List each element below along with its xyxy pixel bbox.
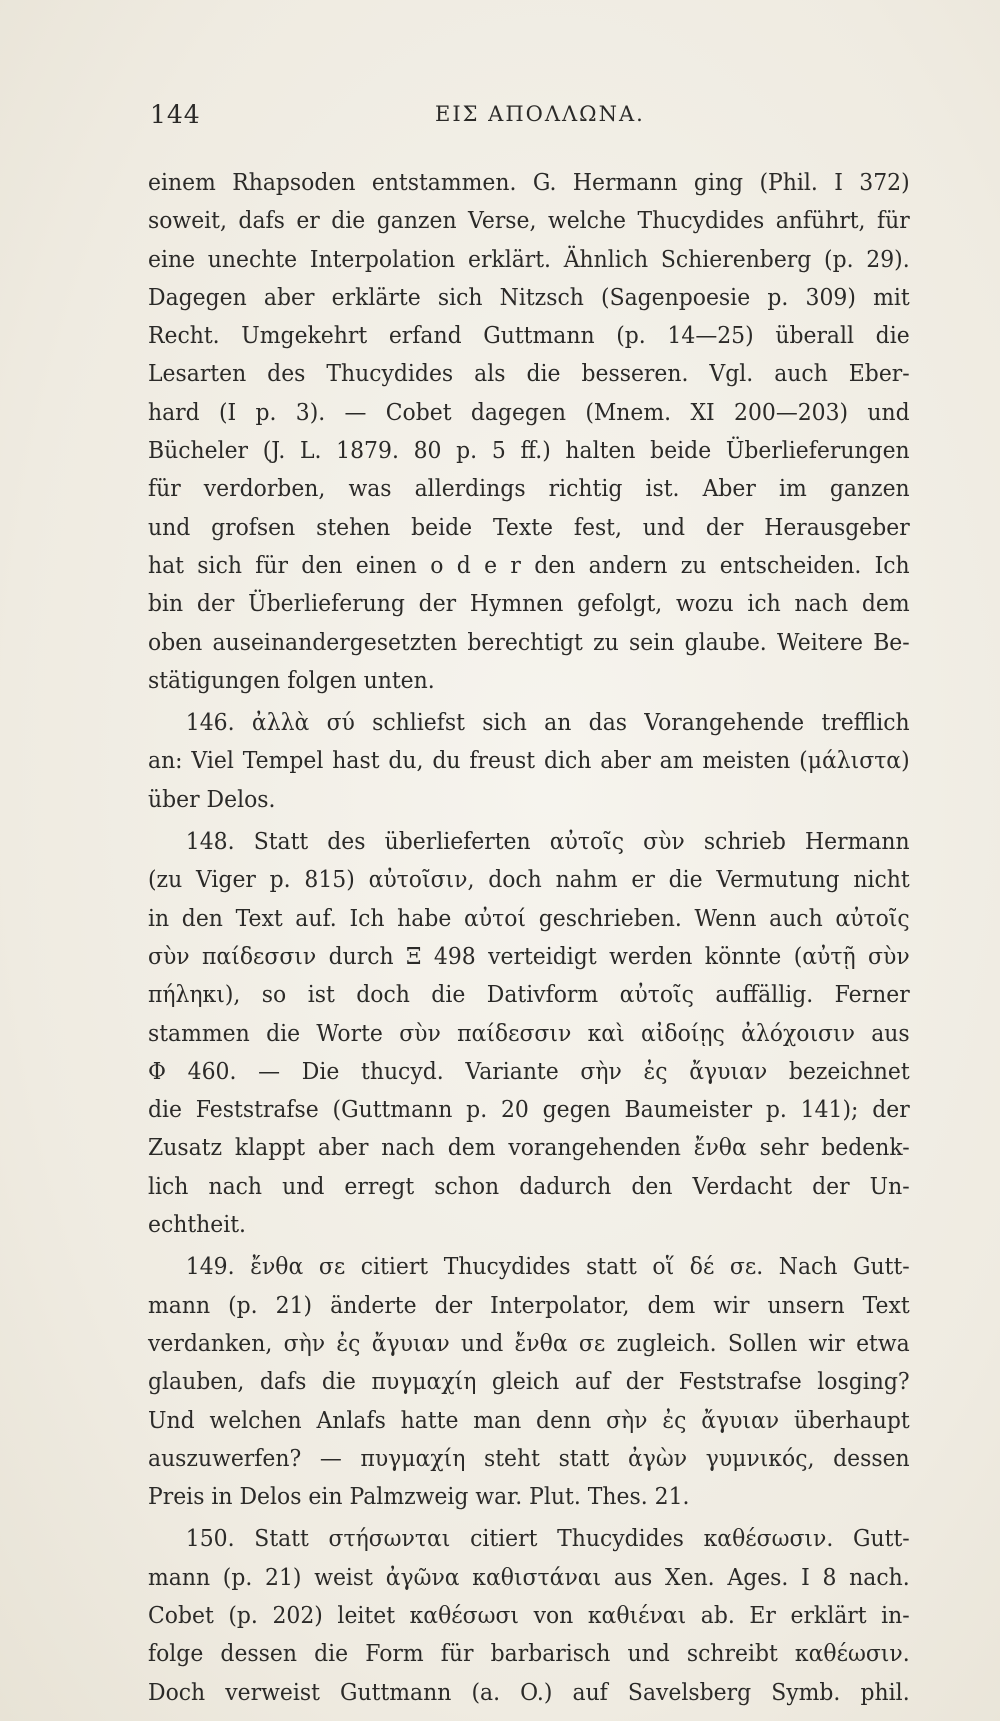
text-line: mann (p. 21) änderte der Interpolator, dem wir unsern Text <box>148 1291 910 1319</box>
text-line: Dagegen aber erklärte sich Nitzsch (Sagenpoesie p. 309) mit <box>148 283 910 311</box>
text-line: Φ 460. — Die thucyd. Variante σὴν ἐς ἄγυιαν bezeichnet <box>148 1057 910 1085</box>
text-line: mann (p. 21) weist ἀγῶνα καθιστάναι aus Xen. Ages. I 8 nach. <box>148 1563 910 1591</box>
text-line: Recht. Umgekehrt erfand Guttmann (p. 14—25) überall die <box>148 322 910 350</box>
text-line: Preis in Delos ein Palmzweig war. Plut. Thes. 21. <box>148 1483 690 1511</box>
text-line: verdanken, σὴν ἐς ἄγυιαν und ἔνθα σε zugleich. Sollen wir etwa <box>148 1329 910 1357</box>
text-line: echtheit. <box>148 1211 247 1239</box>
text-line: eine unechte Interpolation erklärt. Ähnlich Schierenberg (p. 29). <box>148 245 910 273</box>
text-line: lich nach und erregt schon dadurch den Verdacht der Un- <box>148 1172 910 1200</box>
text-line: Bücheler (J. L. 1879. 80 p. 5 ff.) halten beide Überlieferungen <box>148 437 910 465</box>
text-line: einem Rhapsoden entstammen. G. Hermann ging (Phil. I 372) <box>148 169 910 196</box>
text-line: in den Text auf. Ich habe αὐτοί geschrieben. Wenn auch αὐτοῖς <box>148 904 910 932</box>
text-line: bin der Überlieferung der Hymnen gefolgt, wozu ich nach dem <box>148 590 910 618</box>
text-line: oben auseinandergesetzten berechtigt zu sein glaube. Weitere Be- <box>148 628 910 656</box>
text-line: πήληκι), so ist doch die Dativform αὐτοῖς auffällig. Ferner <box>148 981 910 1009</box>
text-line: Und welchen Anlafs hatte man denn σὴν ἐς ἄγυιαν überhaupt <box>148 1406 910 1434</box>
body-text <box>148 164 910 1712</box>
text-line: die Feststrafse (Guttmann p. 20 gegen Baumeister p. 141); der <box>148 1096 910 1124</box>
text-line: stätigungen folgen unten. <box>148 666 435 694</box>
text-line: über Delos. <box>148 785 276 813</box>
section-146-start: 146. ἀλλὰ σύ schliefst sich an das Vorangehende trefflich <box>185 709 910 737</box>
text-line: soweit, dafs er die ganzen Verse, welche Thucydides anführt, für <box>148 207 910 235</box>
running-title: ΕΙΣ ΑΠΟΛΛΩΝΑ. <box>435 102 645 126</box>
section-148-start: 148. Statt des überlieferten αὐτοῖς σὺν schrieb Hermann <box>185 828 910 856</box>
text-line: Cobet (p. 202) leitet καθέσωσι von καθιέναι ab. Er erklärt in- <box>148 1601 910 1629</box>
text-line: Doch verweist Guttmann (a. O.) auf Savelsberg Symb. phil. <box>148 1678 910 1706</box>
page-number: 144 <box>150 100 201 129</box>
text-line: glauben, dafs die πυγμαχίη gleich auf der Feststrafse losging? <box>148 1368 910 1396</box>
section-150-start: 150. Statt στήσωνται citiert Thucydides καθέσωσιν. Gutt- <box>185 1525 910 1553</box>
text-line: für verdorben, was allerdings richtig ist. Aber im ganzen <box>148 475 910 503</box>
text-line: an: Viel Tempel hast du, du freust dich aber am meisten (μάλιστα) <box>148 747 910 775</box>
text-line: hat sich für den einen o d e r den andern zu entscheiden. Ich <box>148 551 910 579</box>
text-line: und grofsen stehen beide Texte fest, und der Herausgeber <box>148 513 910 541</box>
text-line: stammen die Worte σὺν παίδεσσιν καὶ αἰδοίῃς ἀλόχοισιν aus <box>148 1019 910 1047</box>
text-line: σὺν παίδεσσιν durch Ξ 498 verteidigt werden könnte (αὐτῇ σὺν <box>148 942 910 970</box>
text-line: Zusatz klappt aber nach dem vorangehenden ἔνθα sehr bedenk- <box>148 1134 910 1162</box>
text-line: folge dessen die Form für barbarisch und schreibt καθέωσιν. <box>148 1640 910 1668</box>
text-line: hard (I p. 3). — Cobet dagegen (Mnem. XI 200—203) und <box>148 398 910 426</box>
text-line: auszuwerfen? — πυγμαχίη steht statt ἀγὼν γυμνικός, dessen <box>148 1444 910 1472</box>
text-line: (zu Viger p. 815) αὐτοῖσιν, doch nahm er die Vermutung nicht <box>148 866 910 894</box>
text-line: Lesarten des Thucydides als die besseren. Vgl. auch Eber- <box>148 360 910 388</box>
page-header <box>150 100 862 140</box>
section-149-start: 149. ἔνθα σε citiert Thucydides statt οἵ δέ σε. Nach Gutt- <box>185 1253 910 1281</box>
